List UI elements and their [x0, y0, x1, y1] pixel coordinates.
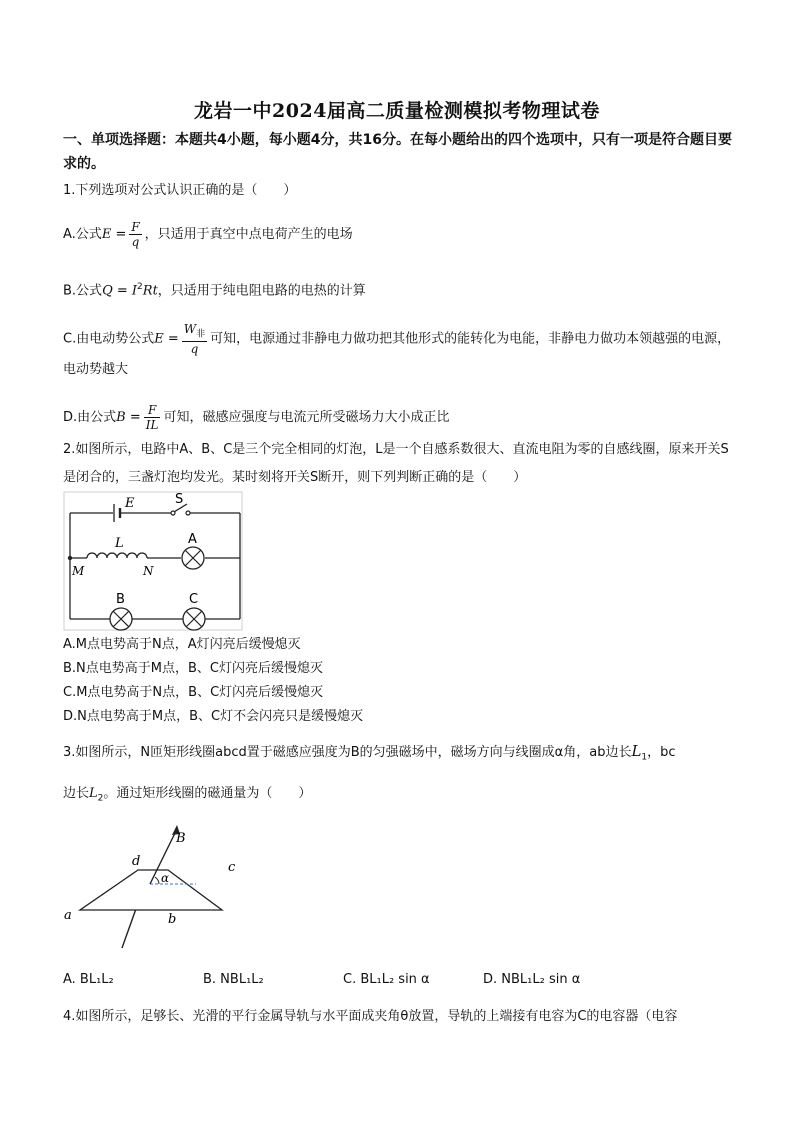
q3-option-d: D. NBL₁L₂ sin α	[483, 972, 581, 987]
q3-option-b: B. NBL₁L₂	[203, 972, 264, 987]
switch-contact	[186, 511, 190, 515]
q2-option-c: C.M点电势高于N点，B、C灯闪亮后缓慢熄灭	[63, 685, 324, 700]
lamp-c	[183, 608, 205, 630]
label-a: a	[64, 908, 72, 923]
q1-option-b: B.公式$Q = I^2Rt$，只适用于纯电阻电路的电热的计算	[63, 282, 366, 299]
q1-option-a: A.公式E = $\frac{F}{q}$ ，只适用于真空中点电荷产生的电场	[63, 220, 353, 249]
q3-option-c: C. BL₁L₂ sin α	[343, 972, 430, 987]
label-A: A	[188, 532, 197, 547]
label-b: b	[168, 912, 177, 927]
label-M: M	[72, 564, 85, 578]
label-L: L	[115, 536, 124, 551]
q2-option-a: A.M点电势高于N点，A灯闪亮后缓慢熄灭	[63, 637, 301, 652]
formula-fraction: $\frac{F}{IL}$	[145, 403, 159, 432]
formula-fraction: $\frac{F}{q}$	[131, 220, 140, 249]
label-d: d	[132, 854, 141, 869]
node-M	[68, 556, 72, 560]
q3-coil-diagram	[60, 820, 250, 960]
q1-option-c: C.由电动势公式E = $\frac{W_非}{q}$ 可知，电源通过非静电力做功把其他形式的能转化为电能，非静电力做功本领越强的电源，电动势越大	[63, 322, 731, 378]
label-C: C	[189, 592, 199, 607]
q2-option-b: B.N点电势高于M点，B、C灯闪亮后缓慢熄灭	[63, 661, 323, 676]
q3-option-a: A. BL₁L₂	[63, 972, 114, 987]
label-c: c	[228, 860, 236, 875]
q2-option-d: D.N点电势高于M点，B、C灯不会闪亮只是缓慢熄灭	[63, 709, 364, 724]
label-N: N	[143, 564, 154, 578]
label-alpha: α	[161, 871, 170, 885]
section-heading: 一、单项选择题：本题共4小题，每小题4分，共16分。在每小题给出的四个选项中，只有一项是符合题目要求的。	[63, 132, 732, 172]
rectangular-coil	[80, 870, 222, 910]
formula-fraction: $\frac{W_非}{q}$	[183, 322, 206, 357]
lamp-b	[110, 608, 132, 630]
label-S: S	[175, 492, 184, 507]
label-field-B: B	[176, 831, 186, 846]
q3-stem-line1: 3.如图所示，N匝矩形线圈abcd置于磁感应强度为B的匀强磁场中，磁场方向与线圈成α角，ab边长$L_1$，bc	[63, 742, 676, 763]
label-B: B	[116, 592, 125, 607]
q2-stem: 2.如图所示，电路中A、B、C是三个完全相同的灯泡，L是一个自感系数很大、直流电阻为零的自感线圈，原来开关S是闭合的，三盏灯泡均发光。某时刻将开关S断开，则下列判断正确的是（ ）	[63, 442, 729, 485]
q1-option-d: D.由公式B = $\frac{F}{IL}$ 可知，磁感应强度与电流元所受磁场力大小成正比	[63, 403, 450, 432]
q2-circuit-diagram	[63, 491, 243, 631]
page-title: 龙岩一中2024届高二质量检测模拟考物理试卷	[194, 100, 600, 122]
lamp-a	[182, 547, 204, 569]
q1-stem: 1.下列选项对公式认识正确的是（ ）	[63, 183, 297, 198]
label-E: E	[125, 496, 135, 511]
q4-stem: 4.如图所示，足够长、光滑的平行金属导轨与水平面成夹角θ放置，导轨的上端接有电容为C的电容器（电容	[63, 1009, 678, 1024]
q3-stem-line2: 边长$L_2$。通过矩形线圈的磁通量为（ ）	[63, 786, 312, 804]
